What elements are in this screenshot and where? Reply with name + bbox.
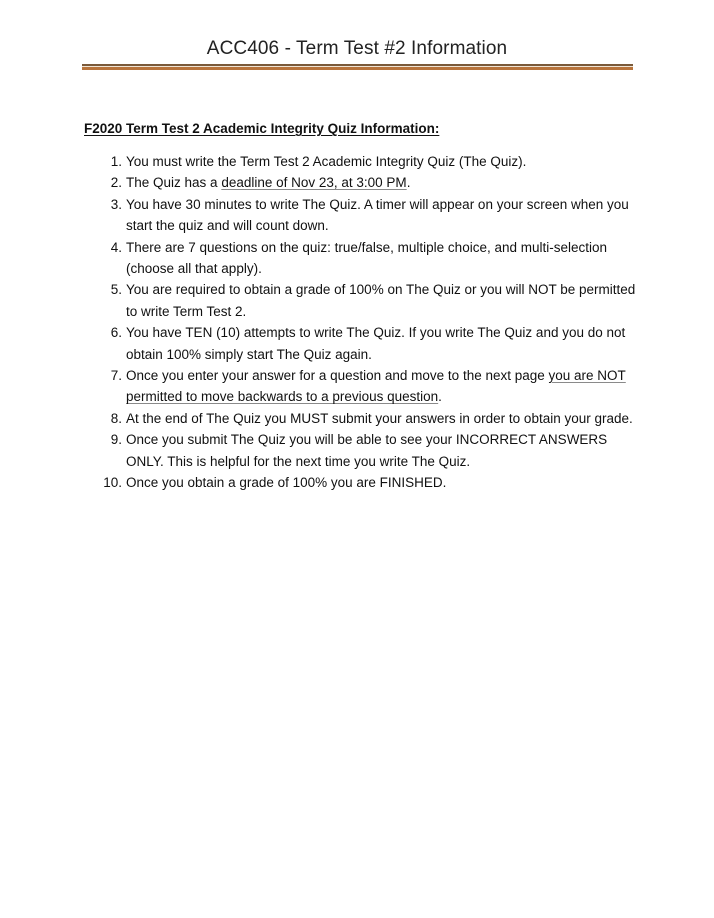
list-item-text: At the end of The Quiz you MUST submit your answers in order to obtain your grade. [126,410,633,426]
list-item-text: There are 7 questions on the quiz: true/false, multiple choice, and multi-selection (choose all that apply). [126,239,608,277]
list-item [98,429,638,472]
list-item-text-tail: . [438,389,442,405]
list-item-text: You are required to obtain a grade of 100% on The Quiz or you will NOT be permitted to write Term Test 2. [126,282,636,319]
list-item [98,237,638,280]
header-divider-bottom-line [82,67,633,70]
list-item-number: 4. [110,239,122,255]
list-item [98,472,638,493]
list-item-text [126,365,638,408]
list-item [98,322,638,365]
list-item-number: 8. [110,410,122,426]
list-item-text-tail: . [406,175,411,191]
list-item-number: 2. [110,175,122,191]
list-item-text: Once you submit The Quiz you will be able to see your INCORRECT ANSWERS ONLY. This is helpful for the next time you write The Quiz. [126,432,608,469]
quiz-deadline: deadline of Nov 23, at 3:00 PM [221,175,407,191]
list-item [98,172,638,193]
list-item-number: 6. [110,325,122,341]
list-item-number: 10. [103,475,122,491]
list-item-number: 9. [110,432,122,448]
list-item-number: 1. [110,154,122,169]
page-title: ACC406 - Term Test #2 Information [206,38,508,59]
section-heading: F2020 Term Test 2 Academic Integrity Quiz Information: [84,121,440,136]
list-item-text: You have 30 minutes to write The Quiz. A timer will appear on your screen when you start the quiz and will count down. [126,196,629,234]
list-item-text-lead: The Quiz has a [126,175,222,191]
list-item-text: You have TEN (10) attempts to write The Quiz. If you write The Quiz and you do not obtain 100% simply start The Quiz again. [126,325,626,362]
list-item-number: 5. [110,282,122,298]
list-item [98,408,638,429]
list-item [98,151,638,172]
list-item-text: Once you obtain a grade of 100% you are FINISHED. [126,475,447,491]
list-item-text [126,172,638,193]
list-item-number: 7. [110,368,122,384]
header-divider [82,64,633,70]
quiz-info-list [98,151,638,494]
list-item-text: You must write the Term Test 2 Academic Integrity Quiz (The Quiz). [126,154,527,169]
list-item [98,279,638,322]
no-backtracking-notice: you are NOT permitted to move backwards to a previous question [126,368,626,405]
list-item-number: 3. [110,196,122,212]
list-item-text-lead: Once you enter your answer for a question and move to the next page [126,368,549,384]
list-item [98,194,638,237]
list-item [98,365,638,408]
